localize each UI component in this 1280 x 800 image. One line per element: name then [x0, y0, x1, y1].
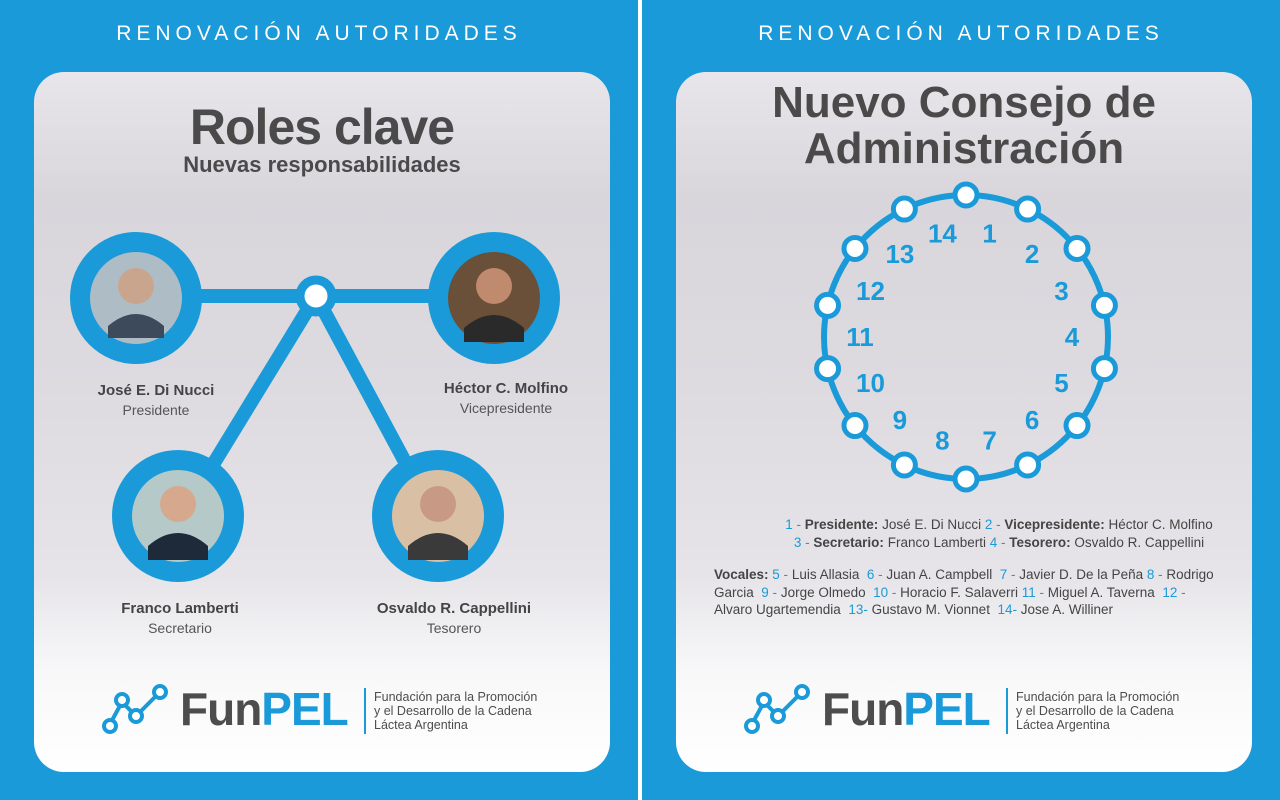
officers-line-1: 1 - Presidente: José E. Di Nucci 2 - Vicepresidente: Héctor C. Molfino: [785, 517, 1213, 532]
person-name: José E. Di Nucci: [97, 382, 215, 399]
officers-line-2: 3 - Secretario: Franco Lamberti 4 - Tesorero: Osvaldo R. Cappellini: [793, 534, 1205, 550]
logo-divider: [1006, 688, 1008, 734]
clock-node: [1017, 454, 1039, 476]
clock-number: 3: [1054, 276, 1069, 307]
network-logo-icon: [738, 680, 818, 740]
avatar-cappellini: [372, 450, 504, 582]
clock-number: 5: [1054, 367, 1069, 398]
logo-wordmark: FunPEL: [822, 683, 990, 735]
logo-wordmark: FunPEL: [180, 683, 348, 735]
officers-legend: [744, 516, 1252, 551]
clock-number: 13: [885, 239, 915, 270]
person-name: Franco Lamberti: [121, 600, 239, 617]
clock-node: [893, 454, 915, 476]
clock-number: 8: [935, 425, 950, 456]
avatar-lamberti: [112, 450, 244, 582]
clock-node: [893, 198, 915, 220]
logo-description: Fundación para la Promoción y el Desarrollo de la Cadena Láctea Argentina: [1016, 690, 1180, 732]
page-subtitle: Nuevas responsabilidades: [183, 152, 461, 177]
header-title: RENOVACIÓN AUTORIDADES: [116, 22, 522, 45]
clock-node: [1066, 237, 1088, 259]
clock-node: [955, 468, 977, 490]
clock-node: [1066, 415, 1088, 437]
council-clock-diagram: [676, 72, 1252, 512]
clock-number: 11: [846, 322, 874, 352]
avatar-molfino: [428, 232, 560, 364]
funpel-logo: [96, 680, 556, 740]
clock-number: 1: [982, 218, 997, 249]
person-role: Vicepresidente: [459, 400, 553, 416]
clock-number: 4: [1064, 322, 1080, 352]
logo-description: Fundación para la Promoción y el Desarrollo de la Cadena Láctea Argentina: [374, 690, 538, 732]
org-diagram: [34, 72, 610, 772]
clock-number: 14: [927, 218, 957, 249]
clock-node: [955, 184, 977, 206]
page-title-line2: Administración: [803, 124, 1125, 173]
person-role: Presidente: [122, 402, 190, 418]
clock-number: 12: [856, 276, 885, 307]
page-title: Nuevo Consejo de: [772, 78, 1156, 127]
funpel-logo: [738, 680, 1198, 740]
clock-number: 10: [856, 367, 885, 398]
page-title: Roles clave: [189, 99, 455, 155]
clock-number: 7: [982, 425, 997, 456]
roles-card: [34, 72, 610, 772]
clock-node: [1093, 358, 1115, 380]
vocales-legend: Vocales: 5 - Luis Allasia 6 - Juan A. Campbell 7 - Javier D. De la Peña 8 - Rodrigo Garcia 9 - Jorge Olmedo 10 - Horacio F. Salaverri 11 - Miguel A. Taverna 12 - Alvaro Ugartemendia 13- Gustavo M. Vionnet 14- Jose A. Williner: [714, 567, 1214, 617]
clock-node: [1093, 294, 1115, 316]
council-card: [676, 72, 1252, 772]
avatar-di-nucci: [70, 232, 202, 364]
person-name: Osvaldo R. Cappellini: [376, 600, 532, 617]
person-name: Héctor C. Molfino: [443, 380, 569, 397]
clock-node: [1017, 198, 1039, 220]
clock-node: [817, 294, 839, 316]
network-logo-icon: [96, 680, 176, 740]
person-role: Secretario: [148, 620, 212, 636]
clock-node: [844, 415, 866, 437]
clock-node: [817, 358, 839, 380]
header-title: RENOVACIÓN AUTORIDADES: [758, 22, 1164, 45]
person-role: Tesorero: [426, 620, 482, 636]
left-panel: [0, 0, 638, 800]
right-panel: [642, 0, 1280, 800]
logo-divider: [364, 688, 366, 734]
clock-node: [844, 237, 866, 259]
clock-number: 6: [1024, 404, 1040, 435]
clock-number: 2: [1024, 239, 1040, 270]
clock-number: 9: [892, 404, 908, 435]
hub-node: [300, 280, 332, 312]
